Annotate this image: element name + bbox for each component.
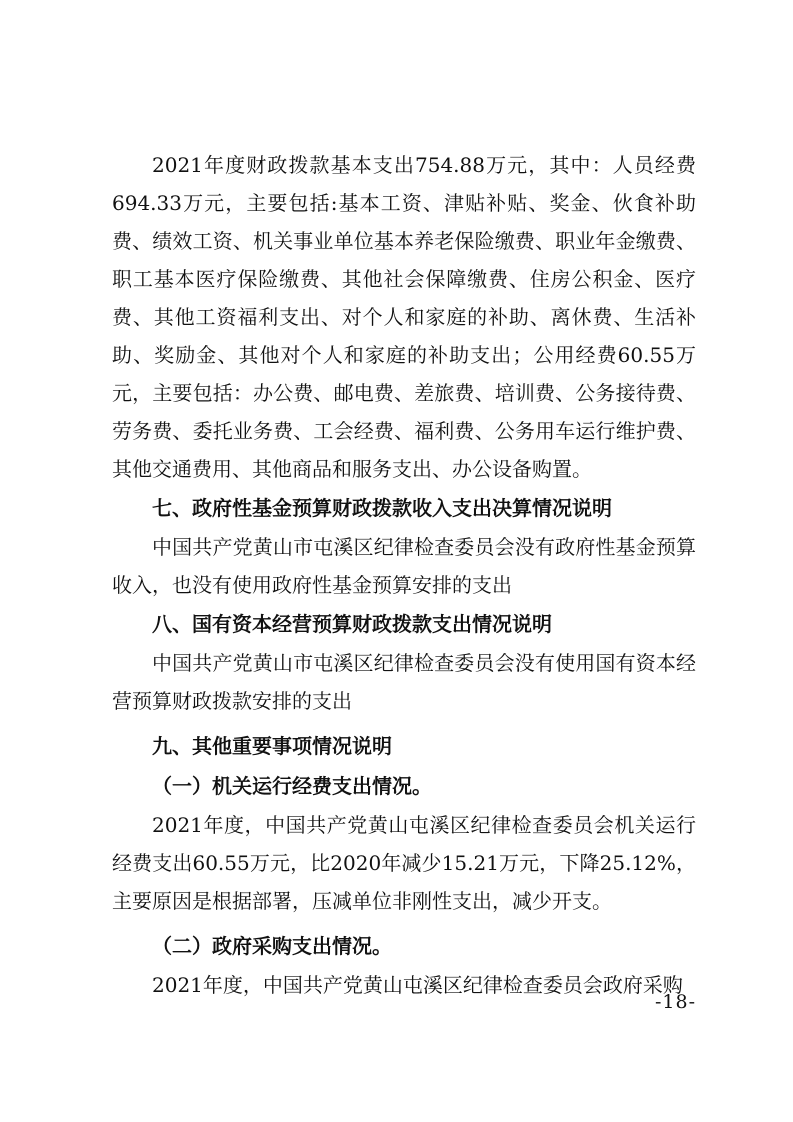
paragraph-operating-expenses: 2021年度，中国共产党黄山屯溪区纪律检查委员会机关运行经费支出60.55万元，比2020年减少15.21万元，下降25.12%，主要原因是根据部署，压减单位非刚性支出，减少开支。 <box>112 813 696 913</box>
paragraph-state-capital: 中国共产党黄山市屯溪区纪律检查委员会没有使用国有资本经营预算财政拨款安排的支出 <box>112 651 696 713</box>
document-body <box>112 146 696 1004</box>
section-heading-9: 九、其他重要事项情况说明 <box>152 734 392 758</box>
subsection-heading-1: （一）机关运行经费支出情况。 <box>152 774 432 798</box>
page-number: -18- <box>654 991 696 1013</box>
paragraph-government-fund: 中国共产党黄山市屯溪区纪律检查委员会没有政府性基金预算收入，也没有使用政府性基金预算安排的支出 <box>112 535 696 597</box>
section-heading-8: 八、国有资本经营预算财政拨款支出情况说明 <box>152 612 552 636</box>
paragraph-procurement: 2021年度，中国共产党黄山屯溪区纪律检查委员会政府采购 <box>152 973 683 997</box>
paragraph-basic-expenditure: 2021年度财政拨款基本支出754.88万元，其中：人员经费694.33万元，主要包括:基本工资、津贴补贴、奖金、伙食补助费、绩效工资、机关事业单位基本养老保险缴费、职业年金缴费、职工基本医疗保险缴费、其他社会保障缴费、住房公积金、医疗费、其他工资福利支出、对个人和家庭的补助、离休费、生活补助、奖励金、其他对个人和家庭的补助支出；公用经费60.55万元，主要包括：办公费、邮电费、差旅费、培训费、公务接待费、劳务费、委托业务费、工会经费、福利费、公务用车运行维护费、其他交通费用、其他商品和服务支出、办公设备购置。 <box>112 153 696 481</box>
subsection-heading-2: （二）政府采购支出情况。 <box>152 934 392 958</box>
section-heading-7: 七、政府性基金预算财政拨款收入支出决算情况说明 <box>152 496 612 520</box>
